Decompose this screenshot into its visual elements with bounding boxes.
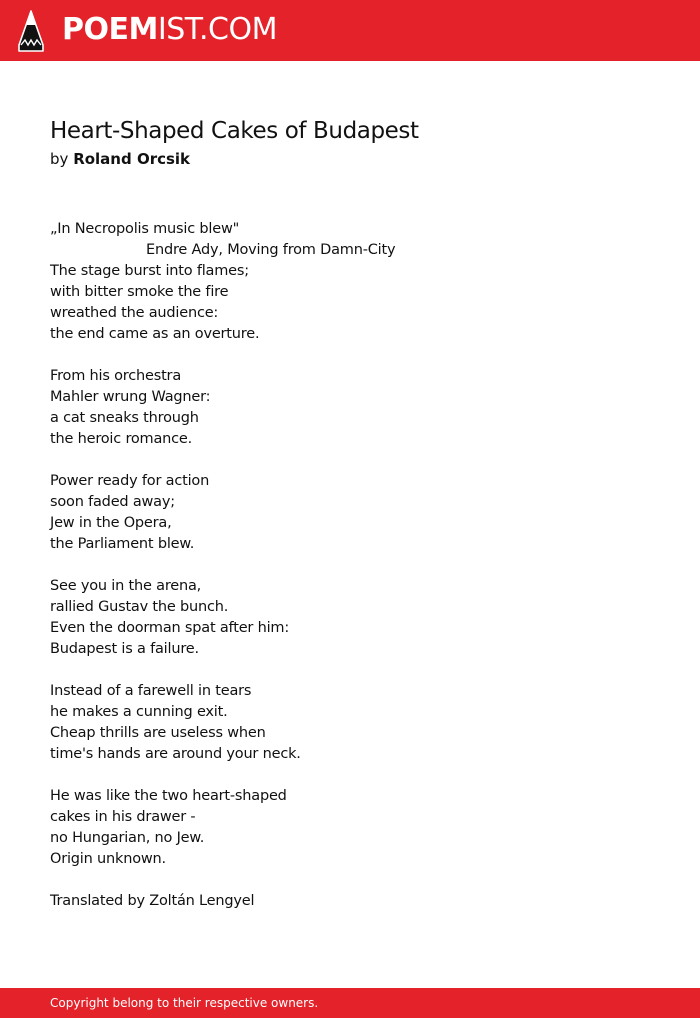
poem-line: The stage burst into flames; <box>50 263 249 279</box>
stanza <box>50 681 650 765</box>
poem-line: soon faded away; <box>50 494 175 510</box>
poem-line: rallied Gustav the bunch. <box>50 599 229 615</box>
site-header <box>0 0 700 61</box>
stanza-break <box>50 450 650 471</box>
poem-line: Power ready for action <box>50 473 210 489</box>
by-label: by <box>50 150 69 168</box>
poem-line: no Hungarian, no Jew. <box>50 830 205 846</box>
poem-line: the end came as an overture. <box>50 326 260 342</box>
poem-line: the heroic romance. <box>50 431 193 447</box>
poem-line: cakes in his drawer - <box>50 809 196 825</box>
stanza-break <box>50 870 650 891</box>
copyright-notice: Copyright belong to their respective owners. <box>50 996 319 1010</box>
poem-line: he makes a cunning exit. <box>50 704 228 720</box>
byline <box>50 148 190 170</box>
poem-body <box>50 219 650 912</box>
site-logo[interactable] <box>62 12 277 48</box>
site-footer <box>0 988 700 1018</box>
stanza <box>50 576 650 660</box>
poem-line: Jew in the Opera, <box>50 515 172 531</box>
stanza-break <box>50 765 650 786</box>
poem-line: Cheap thrills are useless when <box>50 725 266 741</box>
stanza <box>50 786 650 870</box>
poem-line: a cat sneaks through <box>50 410 199 426</box>
poem-line: Mahler wrung Wagner: <box>50 389 211 405</box>
stanza <box>50 471 650 555</box>
poem-line: Origin unknown. <box>50 851 166 867</box>
translator-credit: Translated by Zoltán Lengyel <box>50 893 255 909</box>
author-name: Roland Orcsik <box>73 150 191 168</box>
poem-line: time's hands are around your neck. <box>50 746 301 762</box>
poem-line: the Parliament blew. <box>50 536 195 552</box>
epigraph: „In Necropolis music blew" <box>50 221 240 237</box>
poem-line: Instead of a farewell in tears <box>50 683 252 699</box>
poem-line: with bitter smoke the fire <box>50 284 229 300</box>
stanza-break <box>50 660 650 681</box>
poem-line: See you in the arena, <box>50 578 202 594</box>
poem-title: Heart-Shaped Cakes of Budapest <box>50 118 419 144</box>
poem-line: From his orchestra <box>50 368 181 384</box>
logo-bold-text: POEM <box>62 12 158 47</box>
pencil-tip-icon[interactable] <box>18 10 44 52</box>
poem-line: Budapest is a failure. <box>50 641 199 657</box>
logo-light-text: IST.COM <box>157 12 277 47</box>
poem-line: Even the doorman spat after him: <box>50 620 290 636</box>
stanza-break <box>50 555 650 576</box>
epigraph-source: Endre Ady, Moving from Damn-City <box>146 242 396 258</box>
poem-line: He was like the two heart-shaped <box>50 788 287 804</box>
stanza-break <box>50 345 650 366</box>
poem-line: wreathed the audience: <box>50 305 219 321</box>
stanza <box>50 261 650 345</box>
stanza <box>50 366 650 450</box>
